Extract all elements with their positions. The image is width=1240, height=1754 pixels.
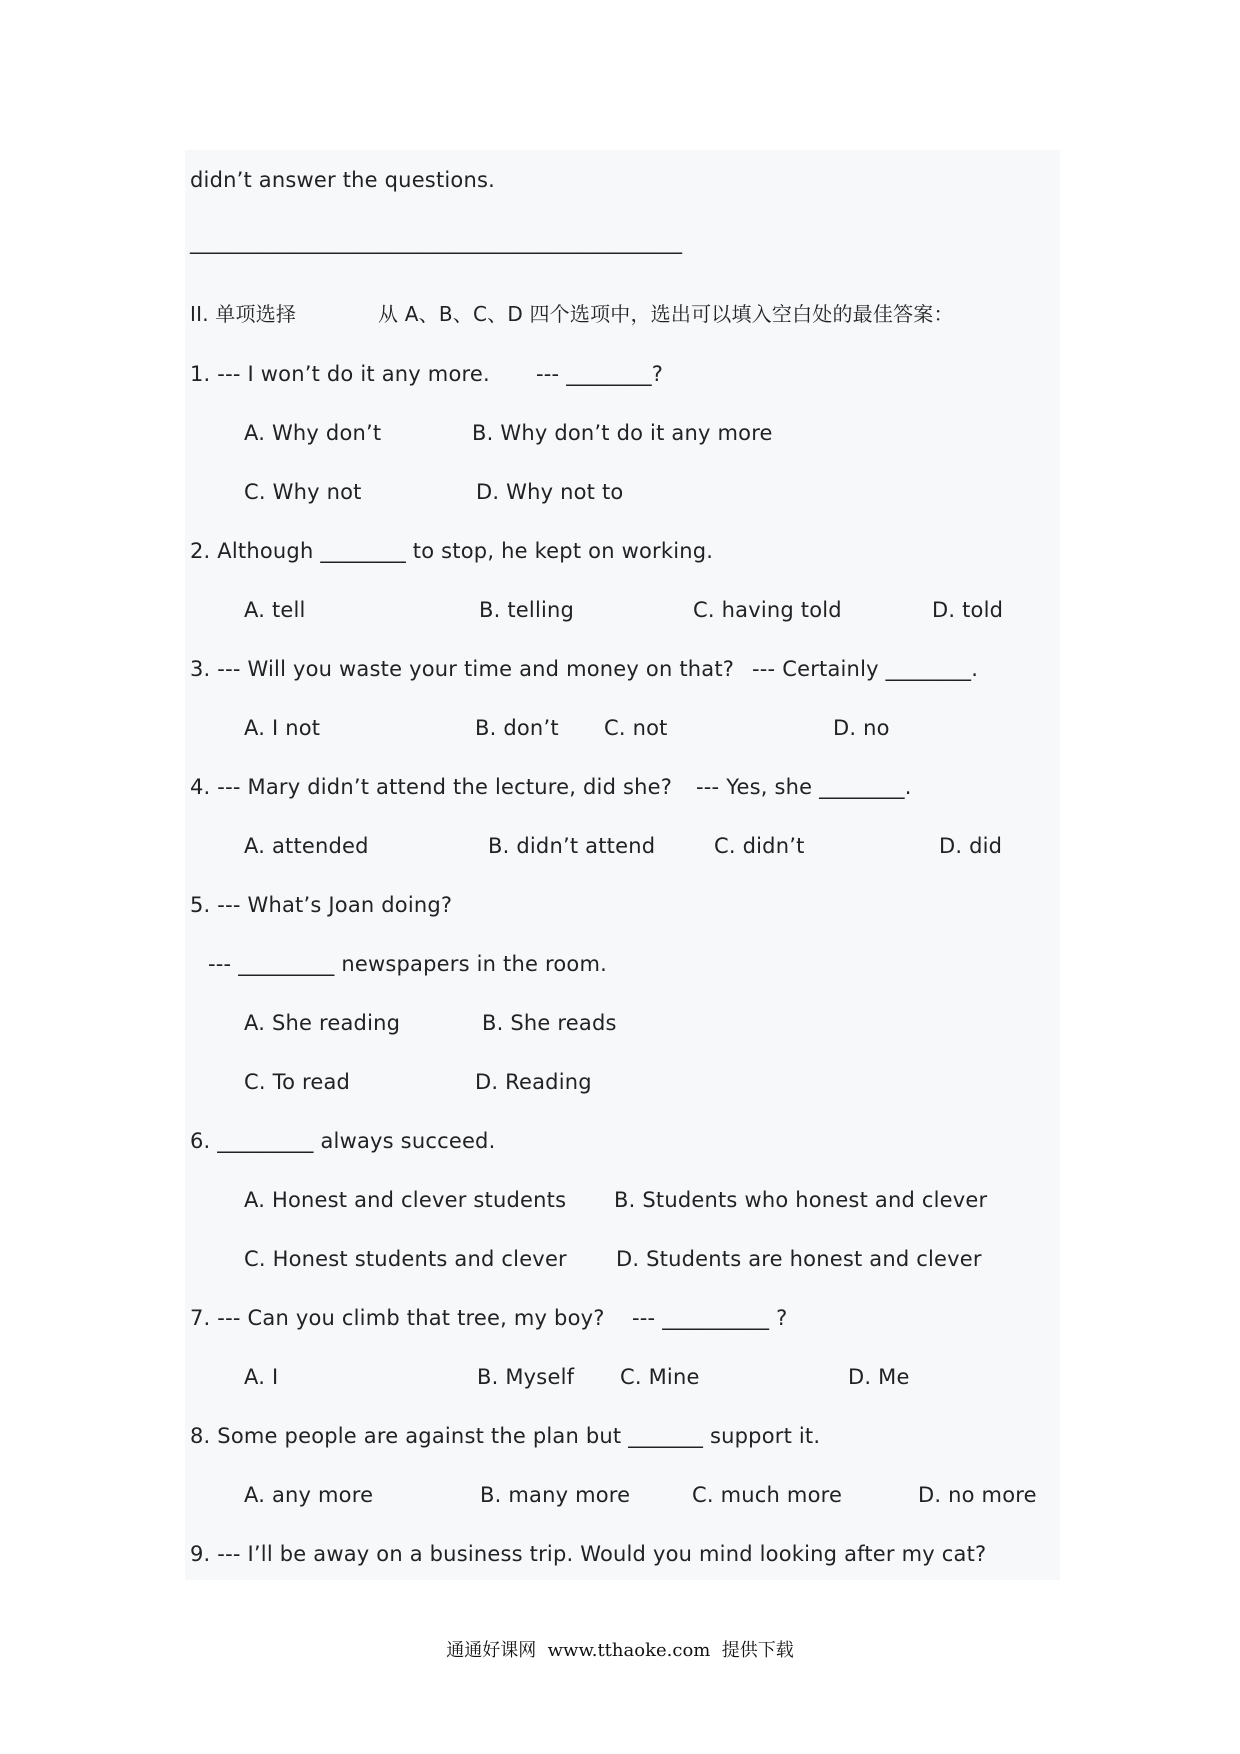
- question-6-option-b: B. Students who honest and clever: [614, 1188, 988, 1212]
- question-6-option-c: C. Honest students and clever: [244, 1247, 567, 1271]
- question-2-option-d: D. told: [932, 598, 1004, 622]
- question-3-reply: --- Certainly ________.: [752, 657, 979, 681]
- question-5-stem: 5. --- What’s Joan doing?: [190, 893, 453, 917]
- question-8-option-c: C. much more: [692, 1483, 843, 1507]
- question-4-stem: 4. --- Mary didn’t attend the lecture, did she?: [190, 775, 673, 799]
- question-2-option-b: B. telling: [479, 598, 575, 622]
- question-5-reply: --- _________ newspapers in the room.: [208, 952, 607, 976]
- question-1-stem: 1. --- I won’t do it any more.: [190, 362, 490, 386]
- section-instruction: 从 A、B、C、D 四个选项中，选出可以填入空白处的最佳答案：: [378, 302, 954, 326]
- question-3-option-b: B. don’t: [475, 716, 559, 740]
- question-5-option-c: C. To read: [244, 1070, 351, 1094]
- question-1-reply: --- ________?: [536, 362, 664, 386]
- intro-line: didn’t answer the questions.: [190, 168, 495, 192]
- question-7-option-b: B. Myself: [477, 1365, 575, 1389]
- question-3-option-d: D. no: [833, 716, 890, 740]
- question-1-option-d: D. Why not to: [476, 480, 624, 504]
- question-6-stem: 6. _________ always succeed.: [190, 1129, 496, 1153]
- question-7-option-d: D. Me: [848, 1365, 910, 1389]
- question-3-option-c: C. not: [604, 716, 668, 740]
- question-4-option-b: B. didn’t attend: [488, 834, 656, 858]
- question-4-option-d: D. did: [939, 834, 1003, 858]
- question-9-stem: 9. --- I’ll be away on a business trip. Would you mind looking after my cat?: [190, 1542, 987, 1566]
- answer-line: ______________________________________________: [190, 230, 683, 254]
- question-3-stem: 3. --- Will you waste your time and money on that?: [190, 657, 735, 681]
- question-6-option-a: A. Honest and clever students: [244, 1188, 567, 1212]
- question-5-option-a: A. She reading: [244, 1011, 401, 1035]
- page-footer: 通通好课网 www.tthaoke.com 提供下载: [446, 1640, 794, 1661]
- section-label: II. 单项选择: [190, 302, 297, 326]
- question-6-option-d: D. Students are honest and clever: [616, 1247, 982, 1271]
- question-8-option-a: A. any more: [244, 1483, 374, 1507]
- question-4-option-c: C. didn’t: [714, 834, 805, 858]
- question-8-stem: 8. Some people are against the plan but _______ support it.: [190, 1424, 821, 1448]
- question-7-reply: --- __________ ?: [632, 1306, 788, 1330]
- question-1-option-c: C. Why not: [244, 480, 362, 504]
- question-2-option-c: C. having told: [693, 598, 842, 622]
- question-7-option-a: A. I: [244, 1365, 279, 1389]
- question-7-stem: 7. --- Can you climb that tree, my boy?: [190, 1306, 605, 1330]
- question-4-reply: --- Yes, she ________.: [696, 775, 912, 799]
- question-1-option-b: B. Why don’t do it any more: [472, 421, 773, 445]
- question-2-stem: 2. Although ________ to stop, he kept on working.: [190, 539, 714, 563]
- question-7-option-c: C. Mine: [620, 1365, 700, 1389]
- question-4-option-a: A. attended: [244, 834, 369, 858]
- question-1-option-a: A. Why don’t: [244, 421, 382, 445]
- question-3-option-a: A. I not: [244, 716, 321, 740]
- question-2-option-a: A. tell: [244, 598, 306, 622]
- question-5-option-b: B. She reads: [482, 1011, 617, 1035]
- question-8-option-d: D. no more: [918, 1483, 1037, 1507]
- question-8-option-b: B. many more: [480, 1483, 631, 1507]
- question-5-option-d: D. Reading: [475, 1070, 592, 1094]
